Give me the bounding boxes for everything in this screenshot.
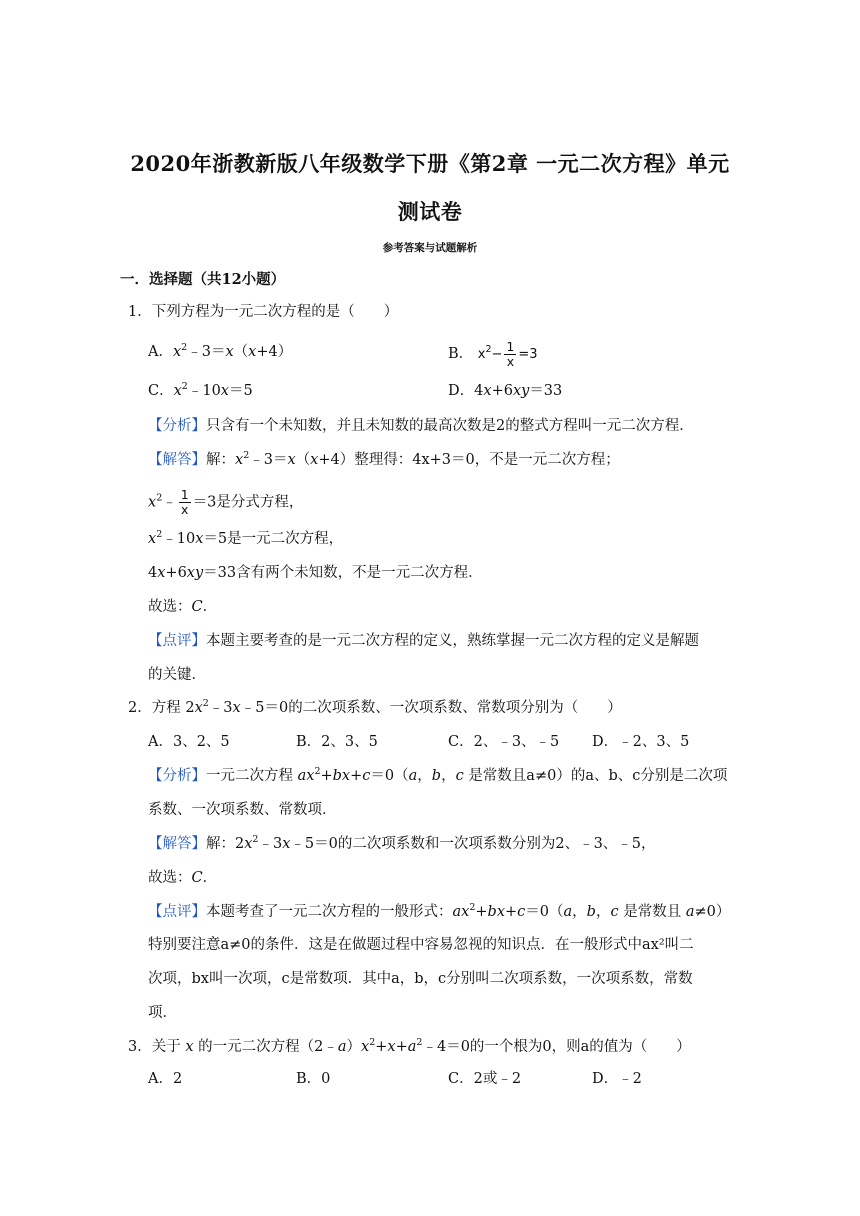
question-3: 3．关于 x 的一元二次方程$(2﹣a)x^2+x+a^2﹣4=0$的一个根为0，则a的值为（ ）: [128, 1037, 691, 1055]
comment-tag: 【点评】: [148, 633, 206, 649]
document-subtitle: 参考答案与试题解析: [382, 242, 478, 254]
option-c: C．2或﹣2: [448, 1071, 522, 1087]
comment-line-3: 次项，bx叫一次项，c是常数项．其中a，b，c分别叫二次项系数，一次项系数，常数: [148, 971, 693, 987]
question-number: 3．: [128, 1039, 152, 1055]
answer-letter: C: [191, 599, 203, 615]
document-title-line1: 2020年浙教新版八年级数学下册《第2章 一元二次方程》单元: [130, 151, 730, 176]
document-title-line2: 测试卷: [397, 199, 463, 224]
option-c: C．2、﹣3、﹣5: [448, 734, 560, 750]
analysis-block: [148, 416, 694, 436]
section-heading: 一．选择题（共12小题）: [120, 271, 286, 288]
analysis-line-2: 系数、一次项系数、常数项．: [148, 802, 337, 818]
solution-answer: 故选：C．: [148, 599, 218, 615]
comment-line-4: 项．: [148, 1005, 177, 1021]
option-d: D．﹣2: [592, 1071, 642, 1087]
option-a: A．$x^2﹣3=x(x+4)$: [148, 342, 293, 360]
solution-tag: 【解答】: [148, 836, 206, 852]
option-a: A．2: [148, 1071, 183, 1087]
question-stem: 下列方程为一元二次方程的是（ ）: [151, 304, 399, 320]
option-label: D．: [448, 383, 475, 399]
comment-tag: 【点评】: [148, 904, 206, 920]
answer-letter: C: [191, 870, 203, 886]
option-b: B．2、3、5: [296, 734, 378, 750]
option-b: [448, 340, 538, 369]
comment-line-2: 的关键．: [148, 667, 206, 683]
option-label: A．: [148, 344, 173, 360]
solution-answer: 故选：C．: [148, 870, 218, 886]
solution-line-1: 【解答】解：$2x^2﹣3x﹣5=0$的二次项系数和一次项系数分别为2、﹣3、﹣5，: [148, 834, 656, 852]
comment-line-1: 【点评】本题主要考查的是一元二次方程的定义，熟练掌握一元二次方程的定义是解题: [148, 633, 699, 649]
analysis-text: 只含有一个未知数，并且未知数的最高次数是2的整式方程叫一元二次方程．: [206, 418, 694, 434]
question-number: 2．: [128, 700, 152, 716]
solution-line-2: $x^2﹣$ $\frac{1}{x}$ ＝3是分式方程，: [148, 487, 304, 517]
option-b: B．0: [296, 1071, 331, 1087]
question-2: 2．方程 $2x^2﹣3x﹣5=0$的二次项系数、一次项系数、常数项分别为（ ）: [128, 698, 622, 716]
comment-line-2: 特别要注意a≠0的条件．这是在做题过程中容易忽视的知识点．在一般形式中ax²叫二: [148, 937, 694, 953]
option-c: C．$x^2﹣10x=5$: [148, 381, 253, 399]
solution-line-3: $x^2﹣10x=5$是一元二次方程，: [148, 529, 344, 547]
fraction-image: $\frac{1}{x}$: [180, 487, 189, 517]
option-b-formula-image: $x^2-$ $\frac{1}{x}$ =3: [477, 339, 538, 369]
option-a: A．3、2、5: [148, 734, 230, 750]
analysis-tag: 【分析】: [148, 418, 206, 434]
analysis-line-1: 【分析】一元二次方程 $ax^2+bx+c=0(a$，b，c 是常数且a≠0）的a、b、c分别是二次项: [148, 766, 728, 784]
option-label: B．: [448, 346, 474, 362]
option-d: D．4x+6xy＝33: [448, 383, 563, 399]
comment-line-1: 【点评】本题考查了一元二次方程的一般形式：$ax^2+bx+c=0(a$，b，c 是常数且 a≠0）: [148, 902, 731, 920]
question-1: [128, 302, 398, 322]
solution-line-4: 4x+6xy＝33含有两个未知数，不是一元二次方程．: [148, 565, 483, 581]
option-label: C．: [148, 383, 174, 399]
analysis-tag: 【分析】: [148, 768, 206, 784]
question-number: 1．: [128, 304, 152, 320]
solution-line-1: 【解答】解：$x^2﹣3=x(x+4)$整理得：4x+3＝0，不是一元二次方程；: [148, 450, 620, 468]
option-d: D．﹣2、3、5: [592, 734, 690, 750]
solution-tag: 【解答】: [148, 452, 206, 468]
